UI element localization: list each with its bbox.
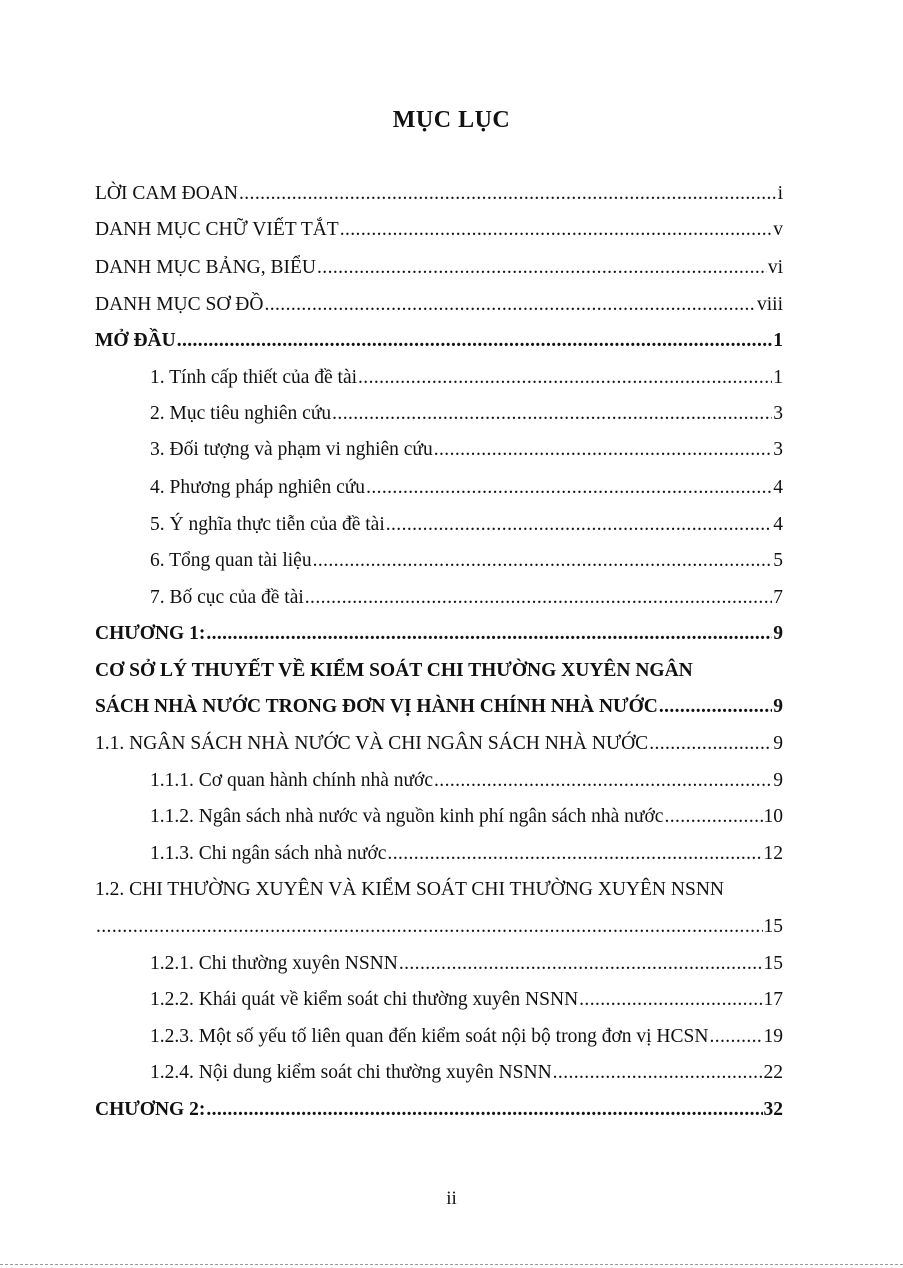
dot-leader <box>96 909 763 945</box>
toc-entry-1-2-1[interactable] <box>150 946 783 982</box>
toc-entry-1-2-4[interactable] <box>150 1055 783 1091</box>
toc-entry-page: viii <box>756 294 783 315</box>
toc-entry-text: 3. Đối tượng và phạm vi nghiên cứu <box>150 439 433 460</box>
page-bottom-divider <box>0 1264 903 1266</box>
toc-entry-chapter-1-title[interactable] <box>95 689 783 725</box>
toc-entry-text: 1.2.1. Chi thường xuyên NSNN <box>150 953 398 974</box>
dot-leader <box>399 946 763 982</box>
toc-entry-md-4[interactable] <box>150 470 783 506</box>
toc-entry-text: LỜI CAM ĐOAN <box>95 183 238 204</box>
toc-entry-text: 2. Mục tiêu nghiên cứu <box>150 403 332 424</box>
toc-entry-1-1-3[interactable] <box>150 836 783 872</box>
toc-entry-text: DANH MỤC CHỮ VIẾT TẮT <box>95 219 339 240</box>
toc-entry-text: 4. Phương pháp nghiên cứu <box>150 477 366 498</box>
dot-leader <box>340 212 773 248</box>
dot-leader <box>264 287 756 323</box>
toc-entry-text: DANH MỤC BẢNG, BIỂU <box>95 257 317 278</box>
dot-leader <box>434 763 772 799</box>
dot-leader <box>239 176 777 212</box>
dot-leader <box>366 470 772 506</box>
toc-entry-1-1-2[interactable] <box>150 799 783 835</box>
dot-leader <box>358 360 772 396</box>
toc-entry-page: 1 <box>773 330 783 351</box>
toc-entry-md-2[interactable] <box>150 396 783 432</box>
toc-entry-page: v <box>773 219 783 240</box>
page-title: MỤC LỤC <box>392 107 511 133</box>
toc-entry-text: 1.1. NGÂN SÁCH NHÀ NƯỚC VÀ CHI NGÂN SÁCH NHÀ NƯỚC <box>95 733 649 754</box>
toc-entry-page: 1 <box>773 367 783 388</box>
dot-leader <box>659 689 772 725</box>
toc-entry-page: 15 <box>763 916 783 937</box>
dot-leader <box>387 836 762 872</box>
toc-entry-page: 7 <box>773 587 783 608</box>
dot-leader <box>709 1019 762 1055</box>
toc-entry-text: 5. Ý nghĩa thực tiễn của đề tài <box>150 514 385 535</box>
toc-chapter-1-title-line1[interactable]: CƠ SỞ LÝ THUYẾT VỀ KIỂM SOÁT CHI THƯỜNG XUYÊN NGÂN <box>95 660 693 681</box>
toc-entry-text: 1.2.4. Nội dung kiểm soát chi thường xuyên NSNN <box>150 1062 552 1083</box>
dot-leader <box>206 616 772 652</box>
toc-entry-page: 3 <box>773 403 783 424</box>
toc-entry-md-3[interactable] <box>150 432 783 468</box>
dot-leader <box>305 580 772 616</box>
toc-entry-page: 32 <box>763 1099 783 1120</box>
dot-leader <box>313 543 773 579</box>
toc-entry-1-2[interactable] <box>95 909 783 945</box>
toc-entry-text: 1.2.2. Khái quát về kiểm soát chi thường xuyên NSNN <box>150 989 579 1010</box>
dot-leader <box>206 1092 762 1128</box>
toc-entry-1-2-2[interactable] <box>150 982 783 1018</box>
toc-entry-text: DANH MỤC SƠ ĐỒ <box>95 294 264 315</box>
toc-entry-md-5[interactable] <box>150 507 783 543</box>
toc-entry-page: 9 <box>773 770 783 791</box>
toc-entry-text: 7. Bố cục của đề tài <box>150 587 304 608</box>
toc-entry-text: 1.2.3. Một số yếu tố liên quan đến kiểm soát nội bộ trong đơn vị HCSN <box>150 1026 709 1047</box>
toc-entry-page: 9 <box>773 623 783 644</box>
dot-leader <box>579 982 762 1018</box>
toc-entry-mo-dau[interactable] <box>95 323 783 359</box>
toc-entry-text: 1.1.1. Cơ quan hành chính nhà nước <box>150 770 434 791</box>
toc-entry-text: SÁCH NHÀ NƯỚC TRONG ĐƠN VỊ HÀNH CHÍNH NHÀ NƯỚC <box>95 696 658 717</box>
toc-entry-1-2-3[interactable] <box>150 1019 783 1055</box>
toc-entry-md-7[interactable] <box>150 580 783 616</box>
toc-entry-1-1-1[interactable] <box>150 763 783 799</box>
toc-entry-page: 3 <box>773 439 783 460</box>
dot-leader <box>664 799 762 835</box>
toc-entry-text: 1.1.3. Chi ngân sách nhà nước <box>150 843 387 864</box>
dot-leader <box>649 726 772 762</box>
dot-leader <box>434 432 773 468</box>
toc-entry-page: 10 <box>763 806 783 827</box>
toc-entry-chuong-1[interactable] <box>95 616 783 652</box>
toc-entry-text: CHƯƠNG 2: <box>95 1099 206 1120</box>
toc-entry-page: 9 <box>773 733 783 754</box>
dot-leader <box>386 507 773 543</box>
toc-entry-text: MỞ ĐẦU <box>95 330 176 351</box>
dot-leader <box>553 1055 763 1091</box>
page-number: ii <box>446 1188 457 1209</box>
toc-entry-page: 22 <box>763 1062 783 1083</box>
toc-entry-page: 17 <box>763 989 783 1010</box>
toc-entry-page: vi <box>767 257 783 278</box>
toc-entry-page: i <box>777 183 783 204</box>
toc-entry-page: 5 <box>773 550 783 571</box>
toc-section-1-2-line1[interactable]: 1.2. CHI THƯỜNG XUYÊN VÀ KIỂM SOÁT CHI THƯỜNG XUYÊN NSNN <box>95 879 724 900</box>
toc-entry-text: 1. Tính cấp thiết của đề tài <box>150 367 358 388</box>
toc-entry-page: 4 <box>773 514 783 535</box>
toc-entry-chuong-2[interactable] <box>95 1092 783 1128</box>
toc-entry-md-6[interactable] <box>150 543 783 579</box>
toc-entry-page: 19 <box>763 1026 783 1047</box>
dot-leader <box>317 250 767 286</box>
toc-entry-page: 9 <box>773 696 783 717</box>
toc-entry-text: 6. Tổng quan tài liệu <box>150 550 312 571</box>
toc-entry-text: CHƯƠNG 1: <box>95 623 206 644</box>
toc-entry-1-1[interactable] <box>95 726 783 762</box>
toc-entry-page: 12 <box>763 843 783 864</box>
toc-entry-danh-muc-chu-viet-tat[interactable] <box>95 212 783 248</box>
toc-entry-page: 4 <box>773 477 783 498</box>
dot-leader <box>177 323 773 359</box>
toc-entry-text: 1.1.2. Ngân sách nhà nước và nguồn kinh phí ngân sách nhà nước <box>150 806 664 827</box>
toc-entry-danh-muc-bang-bieu[interactable] <box>95 250 783 286</box>
toc-entry-page: 15 <box>763 953 783 974</box>
dot-leader <box>332 396 772 432</box>
toc-entry-md-1[interactable] <box>150 360 783 396</box>
toc-entry-danh-muc-so-do[interactable] <box>95 287 783 323</box>
toc-entry-loi-cam-doan[interactable] <box>95 176 783 212</box>
